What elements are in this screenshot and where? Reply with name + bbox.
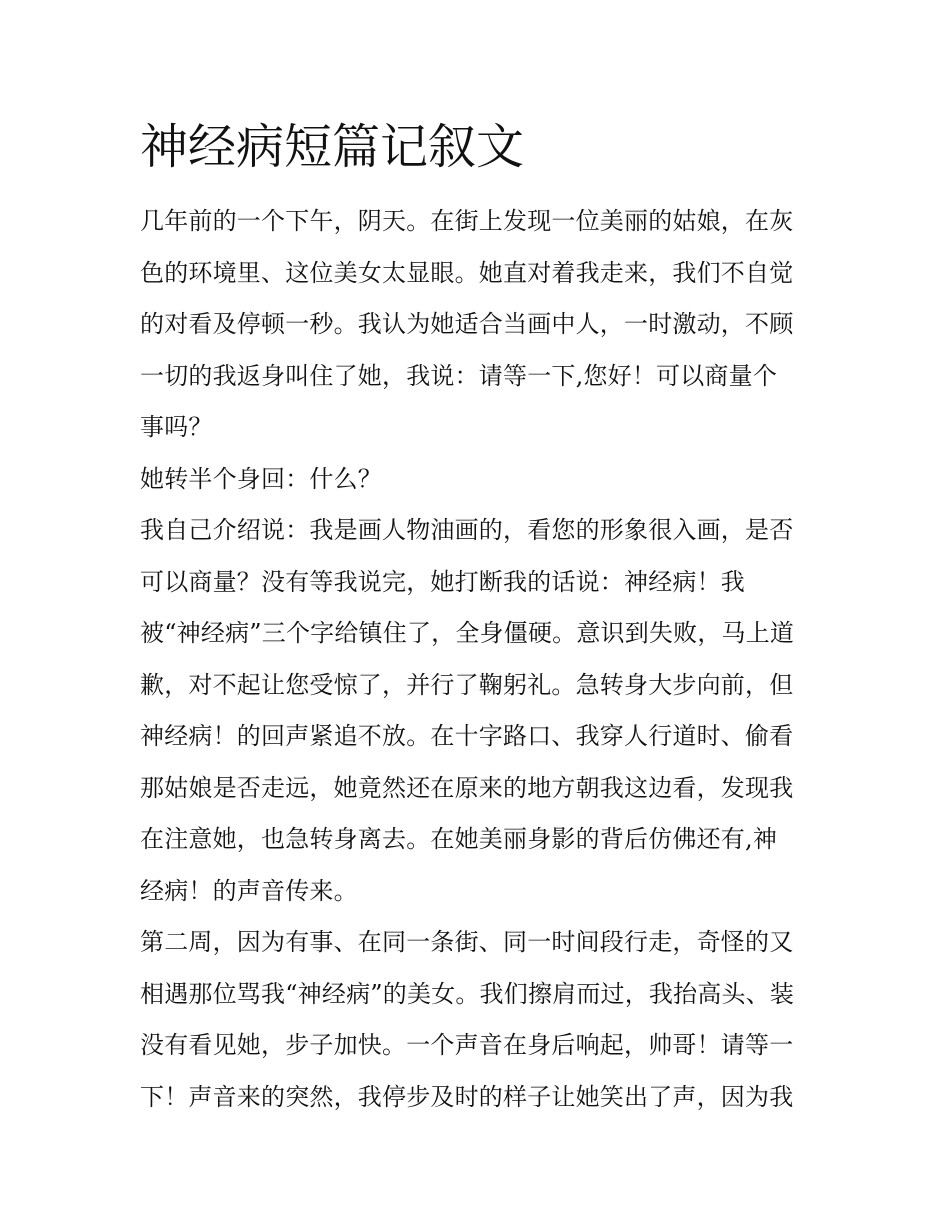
text-line: 一切的我返身叫住了她，我说：请等一下,您好！可以商量个	[140, 361, 778, 390]
text-line: 第二周，因为有事、在同一条街、同一时间段行走，奇怪的又	[140, 928, 794, 956]
text-line: 歉，对不起让您受惊了，并行了鞠躬礼。急转身大步向前，但	[140, 670, 794, 699]
text-line: 神经病！的回声紧追不放。在十字路口、我穿人行道时、偷看	[140, 722, 794, 750]
text-line: 我自己介绍说：我是画人物油画的，看您的形象很入画，是否	[140, 516, 794, 544]
text-line: 下！声音来的突然，我停步及时的样子让她笑出了声，因为我	[140, 1082, 794, 1111]
text-line: 那姑娘是否走远，她竟然还在原来的地方朝我这边看，发现我	[140, 773, 794, 802]
text-line: 她转半个身回：什么？	[140, 464, 382, 493]
text-line: 几年前的一个下午，阴天。在街上发现一位美丽的姑娘，在灰	[140, 207, 794, 235]
document-body	[140, 196, 820, 1123]
text-line: 在注意她，也急转身离去。在她美丽身影的背后仿佛还有,神	[140, 825, 778, 853]
text-line: 的对看及停顿一秒。我认为她适合当画中人，一时激动，不顾	[140, 310, 794, 338]
text-line: 相遇那位骂我“神经病”的美女。我们擦肩而过，我抬高头、装	[140, 979, 795, 1008]
text-line: 经病！的声音传来。	[140, 876, 358, 905]
text-line: 没有看见她，步子加快。一个声音在身后响起，帅哥！请等一	[140, 1031, 794, 1059]
text-line: 事吗？	[140, 413, 213, 441]
text-line: 被“神经病”三个字给镇住了，全身僵硬。意识到失败，马上道	[140, 619, 795, 647]
text-line: 色的环境里、这位美女太显眼。她直对着我走来，我们不自觉	[140, 258, 794, 287]
document-title: 神经病短篇记叙文	[140, 119, 525, 175]
text-line: 可以商量？没有等我说完，她打断我的话说：神经病！我	[140, 567, 745, 596]
